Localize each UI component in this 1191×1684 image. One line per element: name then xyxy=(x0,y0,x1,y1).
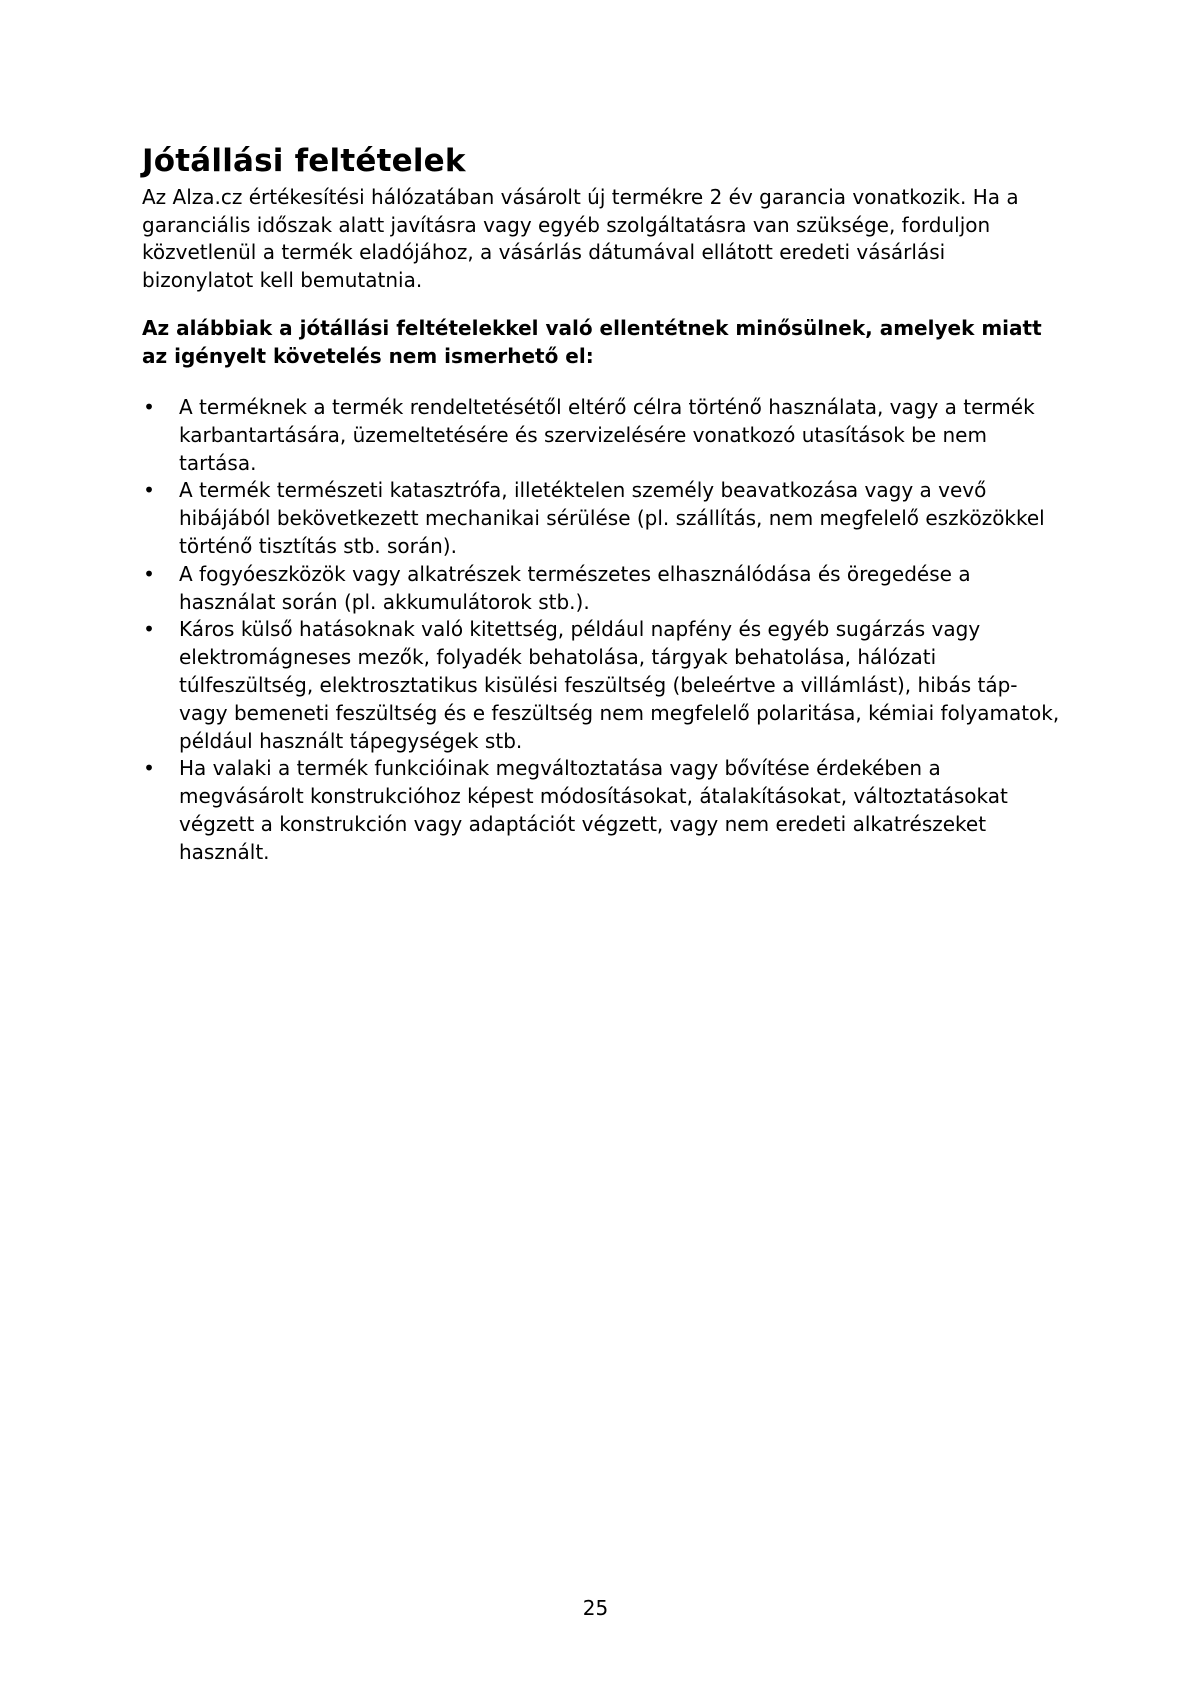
list-item-text: A fogyóeszközök vagy alkatrészek természetes elhasználódása és öregedése a használat során (pl. akkumulátorok stb.). xyxy=(179,561,971,614)
bullet-icon: • xyxy=(143,561,155,586)
list-item xyxy=(142,477,1062,560)
list-item xyxy=(142,616,1062,755)
list-item xyxy=(142,394,1062,477)
document-page xyxy=(142,138,1062,867)
conditions-heading: Az alábbiak a jótállási feltételekkel való ellentétnek minősülnek, amelyek miatt az igényelt követelés nem ismerhető el: xyxy=(142,316,1042,368)
bullet-icon: • xyxy=(143,478,155,503)
bullet-icon: • xyxy=(143,756,155,781)
page-number: 25 xyxy=(582,1596,609,1620)
list-item-text: Káros külső hatásoknak való kitettség, például napfény és egyéb sugárzás vagy elektromágneses mezők, folyadék behatolása, tárgyak behatolása, hálózati túlfeszültség, elektrosztatikus kisülési feszültség (beleértve a villámlást), hibás táp- vagy bemeneti feszültség és e feszültség nem megfelelő polaritása, kémiai folyamatok, például használt tápegységek stb. xyxy=(179,617,1060,753)
list-item xyxy=(142,755,1062,866)
intro-paragraph: Az Alza.cz értékesítési hálózatában vásárolt új termékre 2 év garancia vonatkozik. Ha a garanciális időszak alatt javításra vagy egyéb szolgáltatásra van szüksége, forduljon közvetlenül a termék eladójához, a vásárlás dátumával ellátott eredeti vásárlási bizonylatot kell bemutatnia. xyxy=(142,185,1019,292)
page-title: Jótállási feltételek xyxy=(142,143,466,179)
exclusions-list xyxy=(142,394,1062,867)
list-item-text: A terméknek a termék rendeltetésétől eltérő célra történő használata, vagy a termék karbantartására, üzemeltetésére és szervizelésére vonatkozó utasítások be nem tartása. xyxy=(179,395,1035,475)
bullet-icon: • xyxy=(143,617,155,642)
list-item-text: Ha valaki a termék funkcióinak megváltoztatása vagy bővítése érdekében a megvásárolt konstrukcióhoz képest módosításokat, átalakításokat, változtatásokat végzett a konstrukción vagy adaptációt végzett, vagy nem eredeti alkatrészeket használt. xyxy=(179,756,1008,864)
list-item-text: A termék természeti katasztrófa, illetéktelen személy beavatkozása vagy a vevő hibájából bekövetkezett mechanikai sérülése (pl. szállítás, nem megfelelő eszközökkel történő tisztítás stb. során). xyxy=(179,478,1045,558)
list-item xyxy=(142,561,1062,617)
bullet-icon: • xyxy=(143,395,155,419)
